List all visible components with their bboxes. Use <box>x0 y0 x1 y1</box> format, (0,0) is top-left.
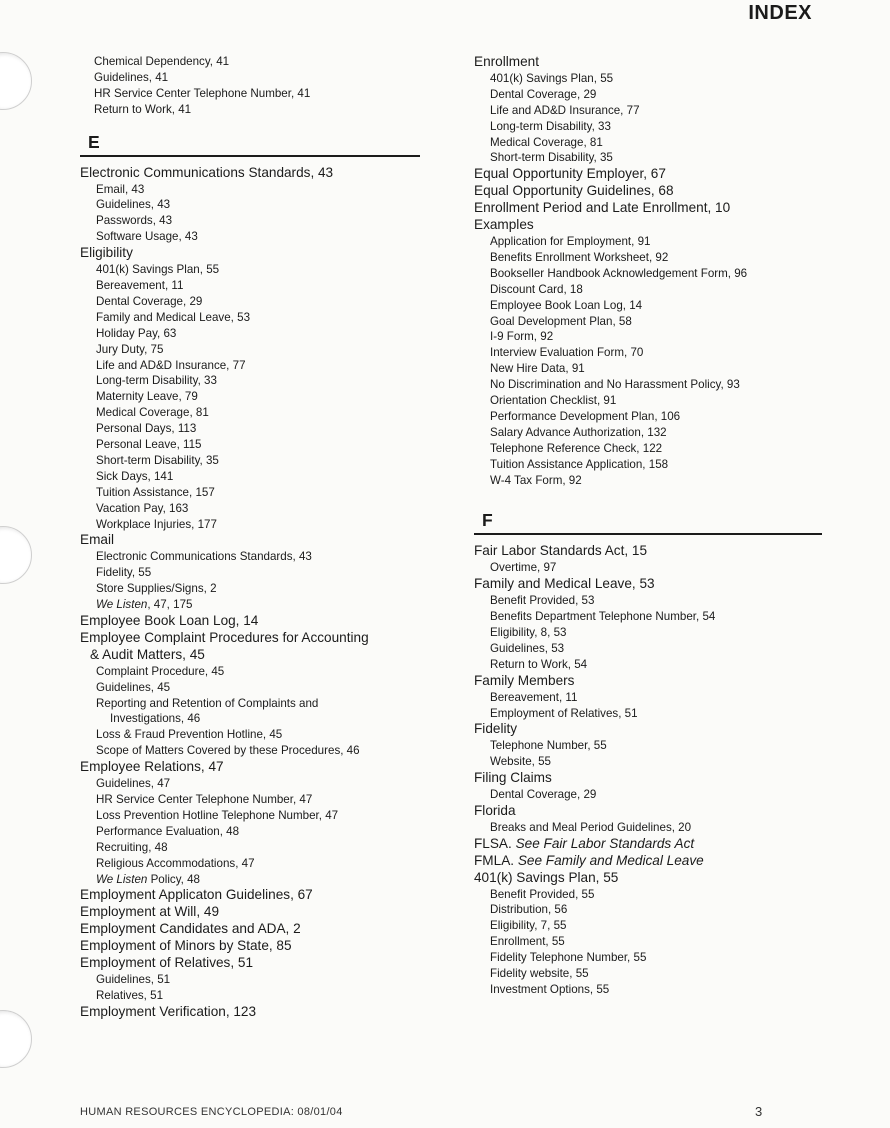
index-subentry: Medical Coverage, 81 <box>96 406 209 420</box>
see-reference: See Family and Medical Leave <box>517 852 704 868</box>
index-heading: Enrollment Period and Late Enrollment, 10 <box>474 200 731 216</box>
index-subentry: Medical Coverage, 81 <box>490 135 603 149</box>
index-subentry: Guidelines, 43 <box>96 198 171 212</box>
index-subentry: Bookseller Handbook Acknowledgement Form, 96 <box>490 266 748 280</box>
index-subentry: Eligibility, 8, 53 <box>490 626 567 639</box>
index-subentry: Personal Leave, 115 <box>96 438 202 452</box>
index-subentry: Performance Development Plan, 106 <box>490 409 681 423</box>
index-subentry: Email, 43 <box>96 182 145 196</box>
running-head-title: INDEX <box>748 2 812 24</box>
index-heading: Enrollment <box>474 54 539 69</box>
index-subentry: Tuition Assistance, 157 <box>96 485 215 499</box>
index-heading-continued: & Audit Matters, 45 <box>90 646 205 662</box>
index-subentry: Performance Evaluation, 48 <box>96 824 240 838</box>
index-subentry: Software Usage, 43 <box>96 230 198 244</box>
index-heading: Equal Opportunity Employer, 67 <box>474 166 666 182</box>
index-heading: Family and Medical Leave, 53 <box>474 576 655 592</box>
section-letter-e: E <box>80 132 420 157</box>
index-subentry: Relatives, 51 <box>96 988 164 1002</box>
index-subentry: Short-term Disability, 35 <box>490 151 613 165</box>
index-entry: Guidelines, 41 <box>94 70 169 84</box>
index-subentry: Loss & Fraud Prevention Hotline, 45 <box>96 728 283 742</box>
index-heading: Examples <box>474 217 534 233</box>
index-heading: Electronic Communications Standards, 43 <box>80 164 334 180</box>
index-subentry: Guidelines, 47 <box>96 777 171 791</box>
index-subentry: Investment Options, 55 <box>490 982 610 996</box>
index-subentry: W-4 Tax Form, 92 <box>490 473 582 487</box>
index-subentry: Breaks and Meal Period Guidelines, 20 <box>490 820 692 834</box>
italic-title: We Listen <box>96 598 148 612</box>
index-subentry: Workplace Injuries, 177 <box>96 517 217 531</box>
intro-block <box>80 54 420 118</box>
index-heading: Equal Opportunity Guidelines, 68 <box>474 183 674 199</box>
index-subentry: Personal Days, 113 <box>96 422 197 436</box>
index-subentry: Short-term Disability, 35 <box>96 453 219 467</box>
index-heading: Florida <box>474 802 516 818</box>
index-heading: Fidelity <box>474 721 518 737</box>
index-subentry: Jury Duty, 75 <box>96 342 164 356</box>
index-subentry: Discount Card, 18 <box>490 282 583 296</box>
index-subentry: Enrollment, 55 <box>490 935 565 949</box>
index-subentry: Benefit Provided, 53 <box>490 594 595 608</box>
index-heading: Employment of Relatives, 51 <box>80 955 254 971</box>
index-entry: Return to Work, 41 <box>94 102 192 116</box>
index-subentry: Loss Prevention Hotline Telephone Number, 47 <box>96 808 339 822</box>
index-subentry: Family and Medical Leave, 53 <box>96 310 251 324</box>
index-subentry: Sick Days, 141 <box>96 469 174 483</box>
index-subentry: Maternity Leave, 79 <box>96 390 198 404</box>
index-heading: Eligibility <box>80 245 133 261</box>
index-subentry: Scope of Matters Covered by these Procedures, 46 <box>96 744 360 758</box>
index-subentry: Life and AD&D Insurance, 77 <box>96 358 246 372</box>
index-subentry: Fidelity, 55 <box>96 566 152 580</box>
page-refs: Policy, 48 <box>147 872 200 886</box>
index-subentry: No Discrimination and No Harassment Policy, 93 <box>490 378 740 392</box>
index-subentry: Benefits Enrollment Worksheet, 92 <box>490 250 669 264</box>
index-subentry: Electronic Communications Standards, 43 <box>96 550 312 564</box>
index-subentry: Salary Advance Authorization, 132 <box>490 425 667 439</box>
index-subentry: HR Service Center Telephone Number, 47 <box>96 792 313 806</box>
index-subentry: Return to Work, 54 <box>490 657 588 671</box>
page-refs: , 47, 175 <box>147 598 193 612</box>
index-subentry: Dental Coverage, 29 <box>490 87 597 101</box>
abbreviation: FLSA. <box>474 835 516 851</box>
index-heading: Family Members <box>474 672 575 688</box>
italic-title: We Listen <box>96 872 148 886</box>
index-subentry: Employee Book Loan Log, 14 <box>490 298 643 312</box>
index-heading: Employee Book Loan Log, 14 <box>80 613 259 628</box>
index-subentry <box>80 872 420 888</box>
section-f <box>474 543 822 997</box>
index-heading: Employment at Will, 49 <box>80 904 220 920</box>
binder-hole-bottom <box>0 1010 32 1068</box>
index-heading: Filing Claims <box>474 770 552 786</box>
section-e-right <box>474 54 822 488</box>
index-subentry: Overtime, 97 <box>490 561 557 575</box>
index-heading: Employment of Minors by State, 85 <box>80 938 292 954</box>
index-subentry: Employment of Relatives, 51 <box>490 706 638 720</box>
section-letter-f: F <box>474 510 822 535</box>
index-subentry: Tuition Assistance Application, 158 <box>490 457 669 471</box>
index-subentry: Dental Coverage, 29 <box>490 788 597 802</box>
index-subentry: I-9 Form, 92 <box>490 330 554 344</box>
index-entry: Chemical Dependency, 41 <box>94 55 230 68</box>
index-subentry: Benefit Provided, 55 <box>490 887 595 901</box>
index-subentry: New Hire Data, 91 <box>490 362 585 376</box>
index-heading: Employment Verification, 123 <box>80 1003 257 1019</box>
index-entry: HR Service Center Telephone Number, 41 <box>94 86 311 100</box>
index-subentry: Long-term Disability, 33 <box>490 119 611 133</box>
index-subentry: Bereavement, 11 <box>490 690 578 704</box>
index-heading: Employment Candidates and ADA, 2 <box>80 921 301 937</box>
index-subentry: Distribution, 56 <box>490 903 568 917</box>
index-subentry: Application for Employment, 91 <box>490 234 651 248</box>
index-subentry: Store Supplies/Signs, 2 <box>96 582 217 596</box>
index-subentry: Life and AD&D Insurance, 77 <box>490 103 640 117</box>
index-heading: 401(k) Savings Plan, 55 <box>474 869 619 885</box>
index-subentry: Interview Evaluation Form, 70 <box>490 346 644 360</box>
right-column <box>474 54 822 998</box>
index-subentry: Complaint Procedure, 45 <box>96 664 225 678</box>
index-subentry: Long-term Disability, 33 <box>96 374 217 388</box>
section-e-left <box>80 165 420 1021</box>
index-subentry: Eligibility, 7, 55 <box>490 919 567 933</box>
left-column <box>80 54 420 1021</box>
index-subentry-continued: Investigations, 46 <box>110 712 201 726</box>
index-heading: Fair Labor Standards Act, 15 <box>474 543 648 559</box>
index-subentry: Fidelity Telephone Number, 55 <box>490 951 647 965</box>
footer-document-title: HUMAN RESOURCES ENCYCLOPEDIA: 08/01/04 <box>80 1106 343 1118</box>
index-subentry: Benefits Department Telephone Number, 54 <box>490 610 716 624</box>
index-subentry <box>80 597 420 613</box>
footer-page-number: 3 <box>755 1104 763 1119</box>
see-reference: See Fair Labor Standards Act <box>515 835 695 851</box>
index-subentry: Passwords, 43 <box>96 214 173 228</box>
index-subentry: Telephone Number, 55 <box>490 739 607 753</box>
index-subentry: 401(k) Savings Plan, 55 <box>490 71 614 85</box>
index-subentry: Guidelines, 45 <box>96 680 171 694</box>
index-subentry: Website, 55 <box>490 755 552 769</box>
index-heading: Employment Applicaton Guidelines, 67 <box>80 887 313 903</box>
binder-hole-middle <box>0 526 32 584</box>
index-subentry: Guidelines, 53 <box>490 641 565 655</box>
index-subentry: Goal Development Plan, 58 <box>490 314 632 328</box>
index-subentry: Fidelity website, 55 <box>490 967 589 981</box>
index-subentry: 401(k) Savings Plan, 55 <box>96 263 220 277</box>
index-subentry: Telephone Reference Check, 122 <box>490 441 663 455</box>
index-heading: Employee Relations, 47 <box>80 759 224 775</box>
index-subentry: Bereavement, 11 <box>96 278 184 292</box>
index-subentry: Religious Accommodations, 47 <box>96 856 255 870</box>
index-heading <box>474 836 822 853</box>
abbreviation: FMLA. <box>474 852 518 868</box>
index-heading: Employee Complaint Procedures for Accounting <box>80 629 369 645</box>
index-subentry: Dental Coverage, 29 <box>96 294 203 308</box>
index-subentry: Vacation Pay, 163 <box>96 501 189 515</box>
index-subentry: Orientation Checklist, 91 <box>490 394 617 408</box>
index-subentry: Reporting and Retention of Complaints and <box>96 696 319 710</box>
index-heading: Email <box>80 532 114 548</box>
index-subentry: Guidelines, 51 <box>96 972 171 986</box>
index-subentry: Recruiting, 48 <box>96 840 168 854</box>
index-heading <box>474 853 822 870</box>
index-subentry: Holiday Pay, 63 <box>96 326 177 340</box>
binder-hole-top <box>0 52 32 110</box>
